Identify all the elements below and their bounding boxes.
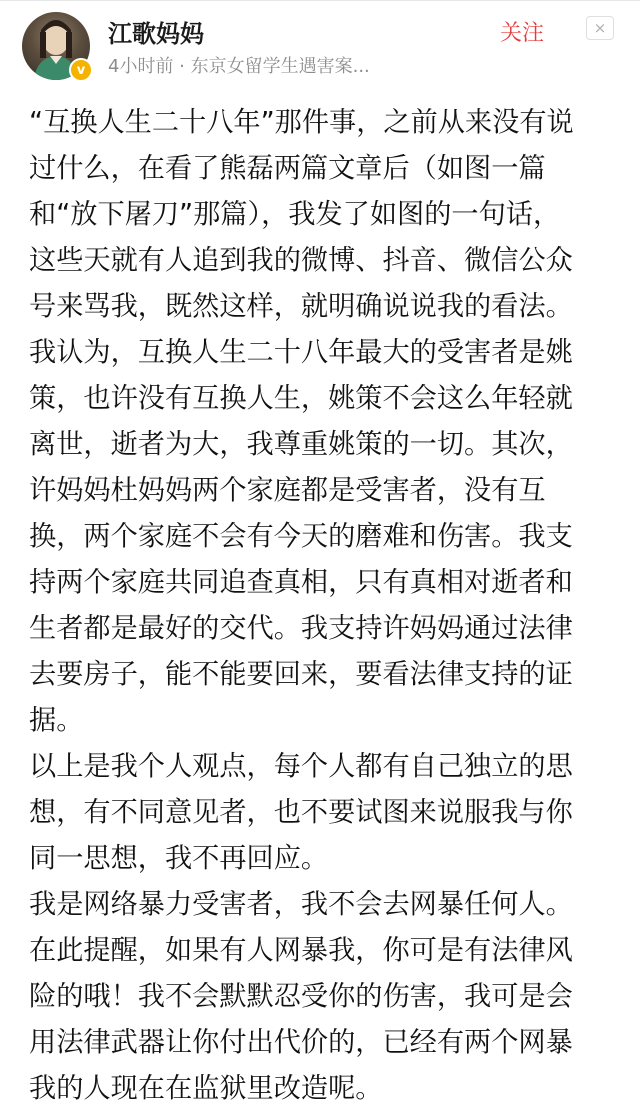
post-header: [0, 0, 640, 92]
post-paragraph: 以上是我个人观点，每个人都有自己独立的思 想，有不同意见者，也不要试图来说服我与你 同一思想，我不再回应。: [29, 751, 573, 874]
avatar[interactable]: [22, 12, 94, 84]
post-paragraph: 我是网络暴力受害者，我不会去网暴任何人。 在此提醒，如果有人网暴我，你可是有法律风 险的哦！我不会默默忍受你的伤害，我可是会 用法律武器让你付出代价的，已经有两个网暴 我的人现在在监狱里改造呢。: [29, 889, 573, 1104]
post-paragraph: “互换人生二十八年”那件事，之前从来没有说 过什么，在看了熊磊两篇文章后（如图一篇 和“放下屠刀”那篇），我发了如图的一句话， 这些天就有人追到我的微博、抖音、微信公众 号来骂我，既然这样，就明确说说我的看法。 我认为，互换人生二十八年最大的受害者是姚 策，也许没有互换人生，姚策不会这么年轻就 离世，逝者为大，我尊重姚策的一切。其次， 许妈妈杜妈妈两个家庭都是受害者，没有互 换，两个家庭不会有今天的磨难和伤害。我支 持两个家庭共同追查真相，只有真相对逝者和 生者都是最好的交代。我支持许妈妈通过法律 去要房子，能不能要回来，要看法律支持的证 据。: [29, 107, 574, 736]
post-meta[interactable]: 4小时前 · 东京女留学生遇害案...: [108, 56, 370, 77]
verified-badge-icon: v: [69, 58, 93, 82]
close-icon[interactable]: ×: [586, 16, 614, 40]
post-body: [29, 100, 613, 1112]
author-name[interactable]: 江歌妈妈: [108, 20, 204, 48]
follow-button[interactable]: 关注: [500, 21, 545, 46]
